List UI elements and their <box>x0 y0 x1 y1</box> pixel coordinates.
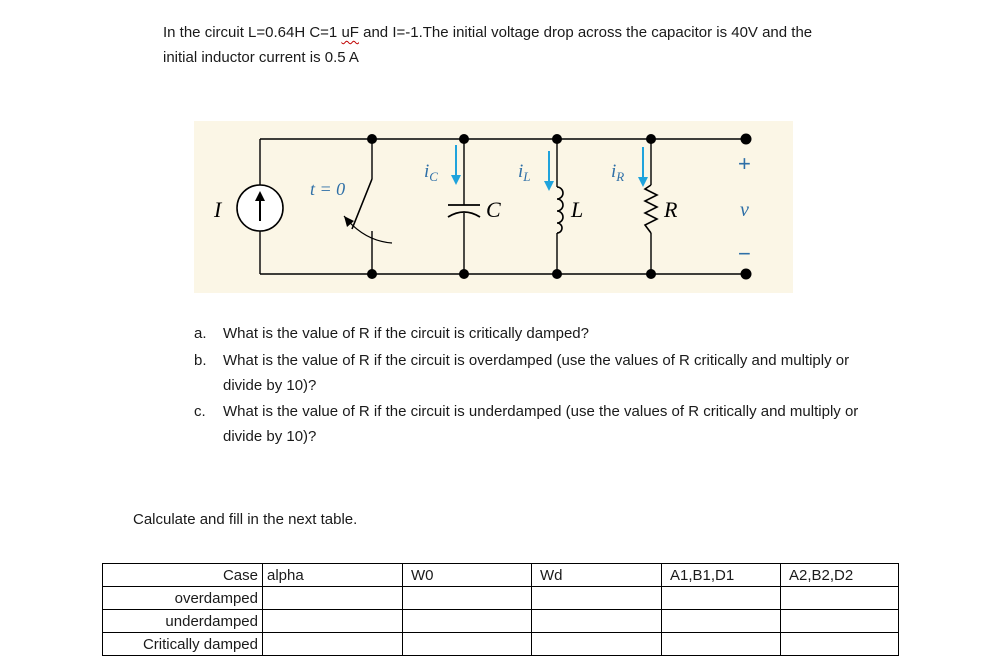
table-cell[interactable] <box>781 610 899 633</box>
table-row <box>103 610 899 633</box>
problem-text-b: and I=-1.The initial voltage drop across the capacitor is 40V and the <box>358 24 813 41</box>
header-a1-b1-d1: A1,B1,D1 <box>662 564 781 587</box>
table-cell[interactable] <box>403 587 532 610</box>
question-text: What is the value of R if the circuit is critically damped? <box>223 325 589 342</box>
row-label: underdamped <box>103 610 263 633</box>
table-cell[interactable] <box>403 633 532 656</box>
table-cell[interactable] <box>263 587 403 610</box>
header-case: Case <box>103 564 263 587</box>
question-a <box>194 321 589 346</box>
ic-label: $i_C$ <box>424 161 438 184</box>
table-cell[interactable] <box>781 633 899 656</box>
question-marker: c. <box>194 403 206 420</box>
question-text: What is the value of R if the circuit is underdamped (use the values of R critically and multiply or divide by 10)? <box>223 403 859 445</box>
capacitor-label: C <box>486 197 501 222</box>
problem-line-2: initial inductor current is 0.5 A <box>163 49 359 66</box>
header-a2-b2-d2: A2,B2,D2 <box>781 564 899 587</box>
table-cell[interactable] <box>662 610 781 633</box>
il-label: $i_L$ <box>518 161 531 184</box>
header-w0: W0 <box>403 564 532 587</box>
header-alpha: alpha <box>263 564 403 587</box>
table-cell[interactable] <box>263 610 403 633</box>
table-cell[interactable] <box>662 633 781 656</box>
table-cell[interactable] <box>662 587 781 610</box>
problem-text-a: In the circuit L=0.64H C=1 <box>163 24 342 41</box>
capacitance-unit: uF <box>341 24 359 41</box>
table-row <box>103 587 899 610</box>
table-cell[interactable] <box>532 633 662 656</box>
table-header-row <box>103 564 899 587</box>
row-label: overdamped <box>103 587 263 610</box>
row-label: Critically damped <box>103 633 263 656</box>
question-b <box>194 348 850 394</box>
table-cell[interactable] <box>532 587 662 610</box>
instruction-text: Calculate and fill in the next table. <box>133 511 358 528</box>
question-c <box>194 399 859 445</box>
voltage-minus: − <box>738 241 751 266</box>
voltage-label: v <box>740 199 749 221</box>
answer-table <box>102 563 899 656</box>
problem-line-1 <box>163 20 923 45</box>
source-label: I <box>214 197 222 222</box>
ir-label: $i_R$ <box>611 161 625 184</box>
table-cell[interactable] <box>263 633 403 656</box>
question-text: What is the value of R if the circuit is overdamped (use the values of R critically and multiply or divide by 10)? <box>223 352 850 394</box>
inductor-label: L <box>571 197 584 222</box>
problem-statement <box>163 20 923 70</box>
rlc-circuit-diagram <box>194 121 793 293</box>
question-marker: a. <box>194 325 207 342</box>
resistor-label: R <box>664 197 678 222</box>
question-marker: b. <box>194 352 207 369</box>
table-cell[interactable] <box>532 610 662 633</box>
table-cell[interactable] <box>403 610 532 633</box>
header-wd: Wd <box>532 564 662 587</box>
voltage-plus: + <box>738 151 751 176</box>
table-cell[interactable] <box>781 587 899 610</box>
switch-label: t = 0 <box>310 179 346 199</box>
table-row <box>103 633 899 656</box>
